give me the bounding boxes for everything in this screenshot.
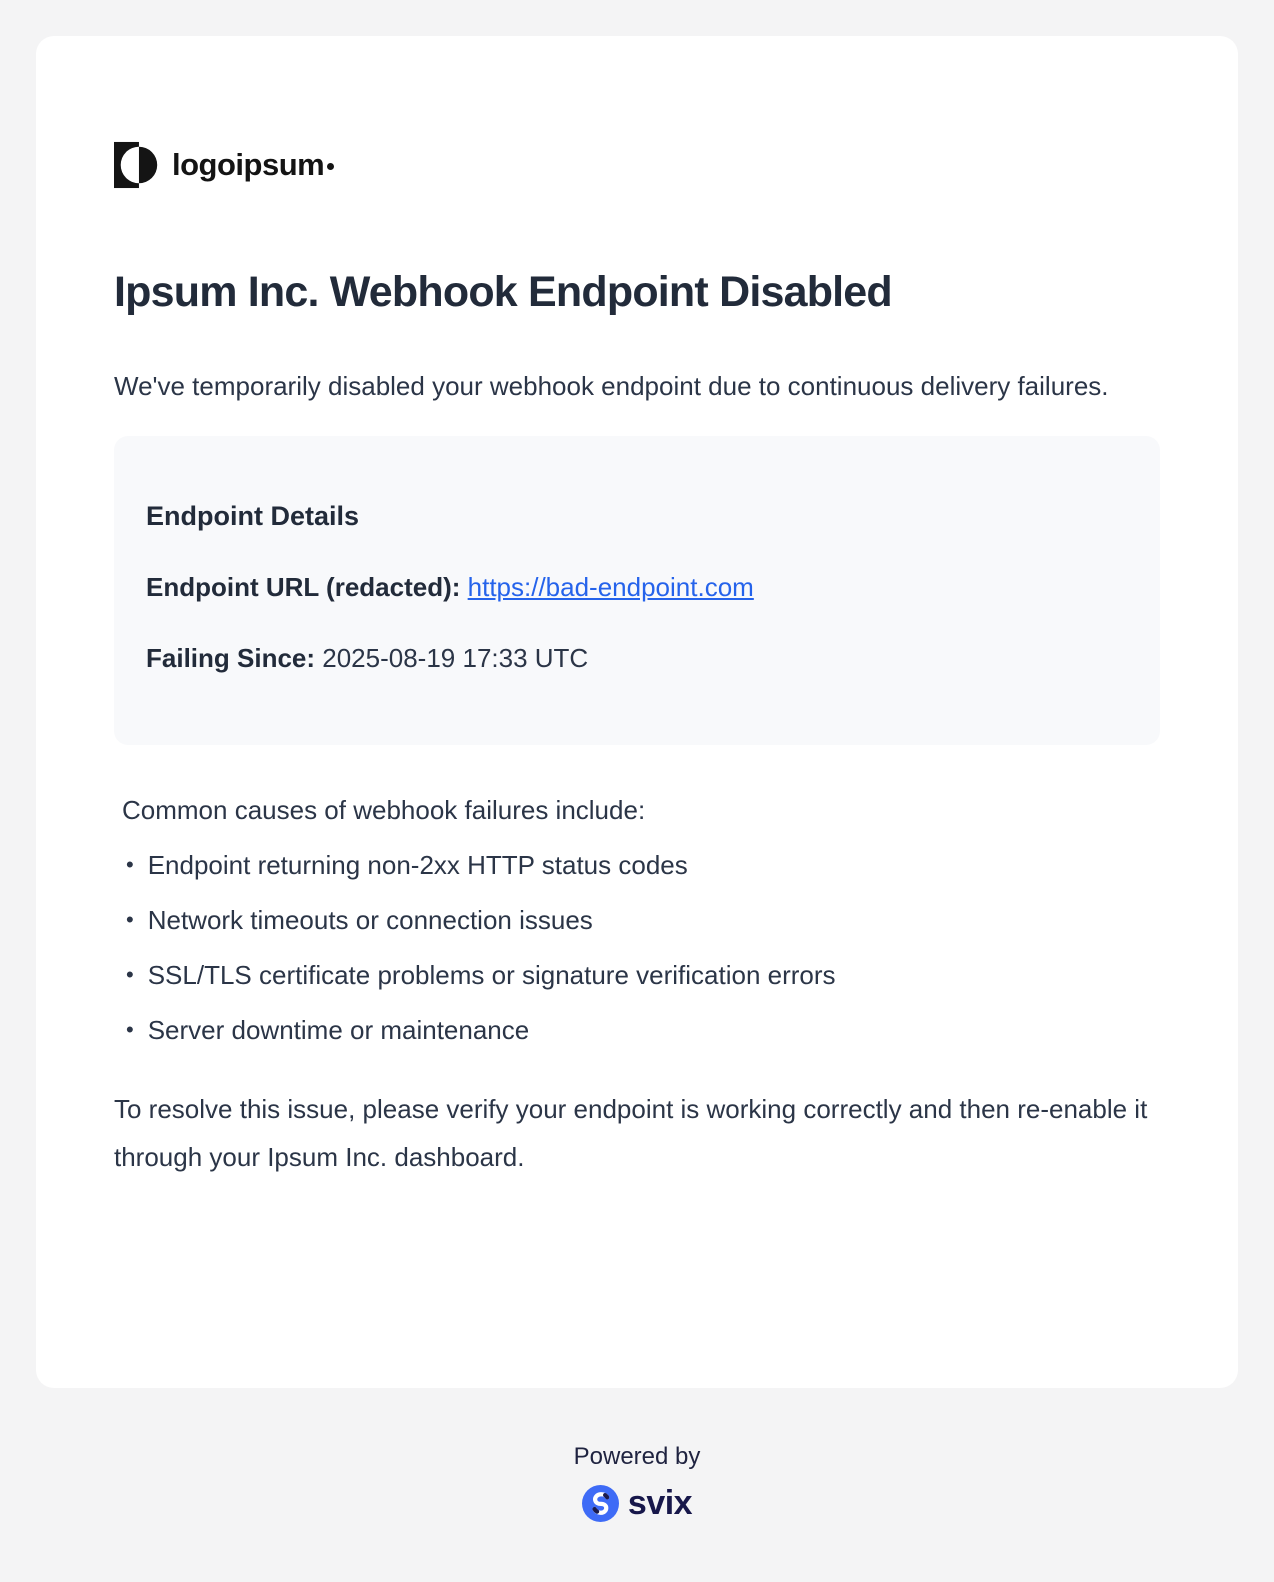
- causes-list: [114, 850, 1160, 1045]
- cause-item: • Endpoint returning non-2xx HTTP status codes: [126, 850, 1160, 880]
- cause-item: • Server downtime or maintenance: [126, 1015, 1160, 1045]
- svix-logo-link[interactable]: [582, 1484, 692, 1523]
- failing-since-label: Failing Since:: [146, 643, 316, 673]
- endpoint-url-link[interactable]: https://bad-endpoint.com: [467, 572, 754, 602]
- causes-intro: Common causes of webhook failures include:: [122, 795, 646, 825]
- intro-text: We've temporarily disabled your webhook endpoint due to continuous delivery failures.: [114, 371, 1109, 401]
- cause-item: • Network timeouts or connection issues: [126, 905, 1160, 935]
- cause-item: • SSL/TLS certificate problems or signature verification errors: [126, 960, 1160, 990]
- endpoint-details-panel: [114, 436, 1160, 745]
- logo: [114, 141, 1160, 189]
- footer: [0, 1442, 1274, 1527]
- email-card: [36, 36, 1238, 1388]
- logoipsum-icon: [114, 141, 162, 189]
- failing-since-value: 2025-08-19 17:33 UTC: [322, 643, 589, 673]
- svix-wordmark: svix: [627, 1484, 693, 1522]
- endpoint-url-label: Endpoint URL (redacted):: [146, 572, 461, 602]
- resolution-text: To resolve this issue, please verify your endpoint is working correctly and then re-enable it through your Ipsum Inc. dashboard.: [114, 1094, 1148, 1172]
- failing-since-row: [146, 643, 1128, 673]
- page-title: Ipsum Inc. Webhook Endpoint Disabled: [114, 268, 892, 316]
- svix-icon: [582, 1485, 619, 1522]
- logo-dot: [327, 163, 334, 170]
- logo-wordmark: logoipsum: [172, 147, 325, 182]
- powered-by-label: Powered by: [573, 1443, 701, 1470]
- endpoint-url-row: [146, 572, 1128, 602]
- details-panel-title: Endpoint Details: [146, 501, 360, 531]
